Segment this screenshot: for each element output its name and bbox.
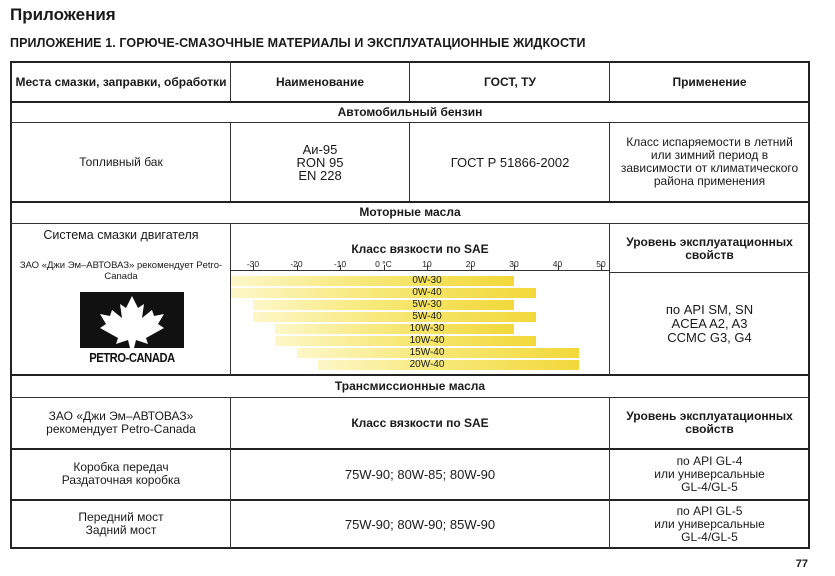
axles-level: по API GL-5 или универсальные GL-4/GL-5: [654, 503, 765, 544]
chart-bar-label: 10W-30: [409, 323, 445, 334]
chart-tick-label: -30: [246, 259, 260, 269]
section-transmission: Трансмиссионные масла: [334, 378, 486, 393]
engine-level-value: по API SM, SN ACEA A2, A3 CCMC G3, G4: [665, 302, 754, 345]
header-gost: ГОСТ, ТУ: [484, 74, 536, 89]
chart-tick-label: -10: [333, 259, 347, 269]
chart-bar-label: 15W-40: [409, 347, 445, 358]
gearbox-sae: 75W-90; 80W-85; 80W-90: [344, 466, 496, 482]
divider: [409, 61, 410, 102]
divider: [230, 61, 231, 102]
axles-sae: 75W-90; 80W-90; 85W-90: [344, 516, 496, 532]
transmission-sae-title: Класс вязкости по SAE: [351, 415, 489, 430]
divider: [609, 122, 610, 202]
fuel-tank-cell: Топливный бак: [79, 154, 163, 169]
divider: [10, 448, 810, 450]
engine-lube-system-label: Система смазки двигателя: [43, 227, 199, 242]
engine-oil-recommendation: ЗАО «Джи Эм–АВТОВАЗ» рекомендует Petro-Canada: [19, 260, 223, 282]
header-places: Места смазки, заправки, обработки: [15, 74, 227, 89]
gearbox-label: Коробка передач Раздаточная коробка: [61, 460, 181, 487]
chart-bar-label: 0W-30: [412, 275, 442, 286]
gasoline-name-cell: Аи-95 RON 95 EN 228: [296, 141, 344, 183]
gasoline-gost-cell: ГОСТ Р 51866-2002: [450, 154, 570, 170]
chart-tick-label: 20: [465, 259, 476, 269]
engine-sae-title: Класс вязкости по SAE: [351, 241, 489, 256]
section-engine-oil: Моторные масла: [359, 205, 461, 219]
divider: [10, 397, 810, 398]
chart-bar-label: 0W-40: [412, 287, 442, 298]
divider: [230, 122, 231, 202]
divider: [609, 272, 810, 273]
divider: [10, 223, 810, 224]
chart-x-axis: [231, 270, 609, 271]
page-number: 77: [795, 558, 808, 570]
chart-bar-label: 10W-40: [409, 335, 445, 346]
chart-tick-label: 40: [552, 259, 563, 269]
petro-canada-brand: PETRO-CANADA: [89, 350, 175, 365]
axles-label: Передний мост Задний мост: [78, 510, 164, 537]
divider: [609, 397, 610, 549]
chart-bar-label: 20W-40: [409, 359, 445, 370]
chart-bar-label: 5W-40: [412, 311, 442, 322]
page-title: Приложения: [10, 5, 116, 24]
divider: [609, 61, 610, 102]
transmission-recommendation: ЗАО «Джи Эм–АВТОВАЗ» рекомендует Petro-Canada: [46, 409, 196, 436]
divider: [230, 223, 231, 375]
divider: [230, 397, 231, 549]
header-name: Наименование: [275, 74, 365, 89]
appendix-title: ПРИЛОЖЕНИЕ 1. ГОРЮЧЕ-СМАЗОЧНЫЕ МАТЕРИАЛЫ И ЭКСПЛУАТАЦИОННЫЕ ЖИДКОСТИ: [10, 36, 586, 50]
divider: [409, 122, 410, 202]
gearbox-level: по API GL-4 или универсальные GL-4/GL-5: [654, 453, 765, 494]
gasoline-usage-cell: Класс испаряемости в летний или зимний период в зависимости от климатического района применения: [620, 135, 799, 188]
divider: [10, 101, 810, 103]
chart-tick-label: 30: [509, 259, 519, 269]
chart-tick-label: 0 °C: [375, 259, 392, 269]
divider: [10, 499, 810, 501]
chart-tick-label: -20: [290, 259, 303, 269]
engine-level-title: Уровень эксплуатационных свойств: [626, 235, 793, 262]
chart-bar-label: 5W-30: [412, 299, 442, 310]
chart-tick-label: 10: [422, 259, 432, 269]
divider: [10, 201, 810, 203]
divider: [609, 223, 610, 375]
section-gasoline: Автомобильный бензин: [337, 104, 483, 119]
header-usage: Применение: [672, 74, 747, 89]
transmission-level-title: Уровень эксплуатационных свойств: [626, 409, 793, 436]
chart-tick-label: 50: [596, 259, 606, 269]
divider: [10, 122, 810, 123]
divider: [10, 374, 810, 376]
